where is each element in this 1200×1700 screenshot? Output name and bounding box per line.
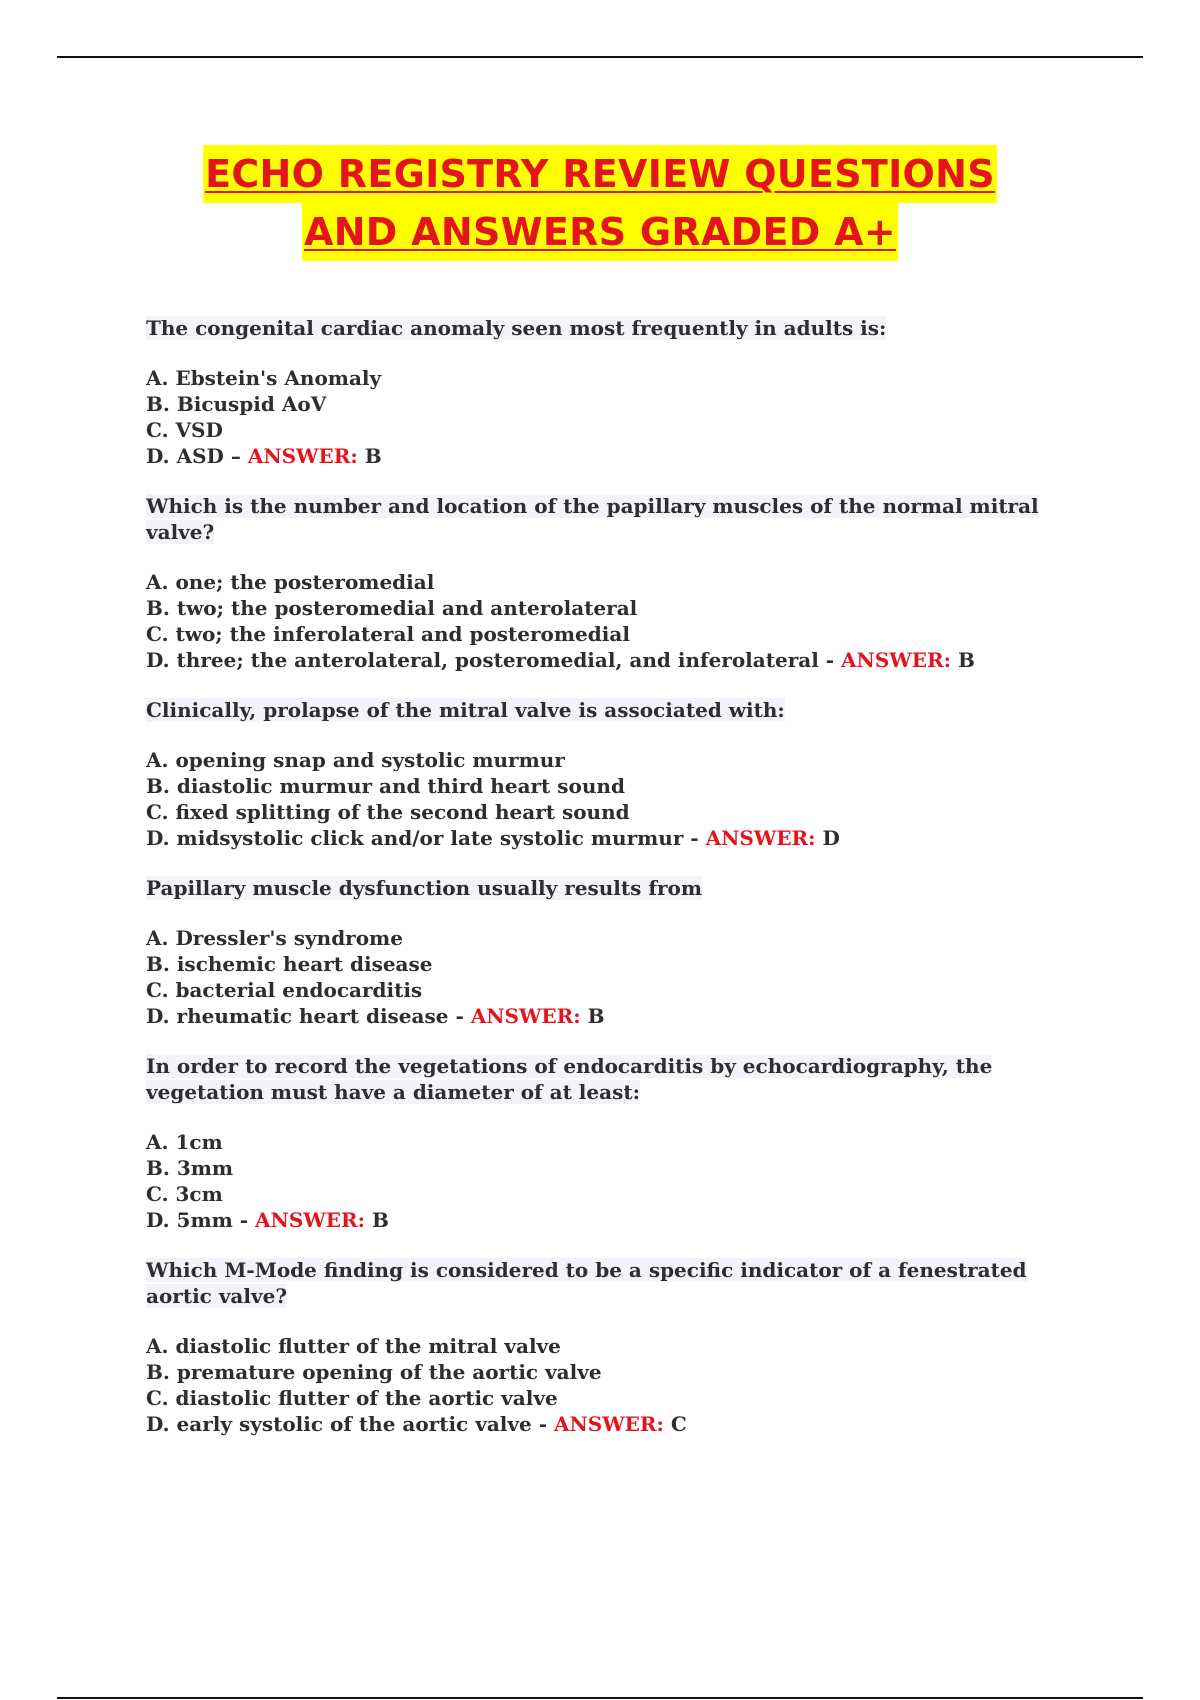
option-item — [146, 773, 1086, 799]
option-item — [146, 1385, 1086, 1411]
answer-value: C — [670, 1412, 687, 1436]
option-text: A. 1cm — [146, 1130, 223, 1154]
option-item — [146, 1333, 1086, 1359]
question-text — [146, 493, 1086, 545]
question-text-span: Papillary muscle dysfunction usually results from — [146, 876, 702, 900]
question-text — [146, 1053, 1086, 1105]
title-line-2: AND ANSWERS GRADED A+ — [302, 203, 898, 261]
option-item — [146, 391, 1086, 417]
option-item — [146, 443, 1086, 469]
option-text: A. opening snap and systolic murmur — [146, 748, 565, 772]
answer-label: ANSWER: — [255, 1208, 365, 1232]
answer-value: B — [364, 444, 382, 468]
option-text: B. diastolic murmur and third heart sound — [146, 774, 625, 798]
question-text — [146, 1257, 1086, 1309]
option-text: B. ischemic heart disease — [146, 952, 433, 976]
option-text: A. Dressler's syndrome — [146, 926, 403, 950]
option-item — [146, 977, 1086, 1003]
option-item — [146, 1155, 1086, 1181]
options-list — [146, 925, 1086, 1029]
option-text: D. early systolic of the aortic valve — [146, 1412, 532, 1436]
option-text: B. Bicuspid AoV — [146, 392, 327, 416]
answer-label: ANSWER: — [841, 648, 951, 672]
question-text-span: The congenital cardiac anomaly seen most frequently in adults is: — [146, 316, 887, 340]
option-item — [146, 747, 1086, 773]
answer-label: ANSWER: — [553, 1412, 664, 1436]
option-text: D. three; the anterolateral, posteromedial, and inferolateral — [146, 648, 819, 672]
answer-value: B — [371, 1208, 389, 1232]
option-item — [146, 925, 1086, 951]
options-list — [146, 365, 1086, 469]
question-list — [146, 315, 1086, 1461]
question-text — [146, 697, 1086, 723]
question-text-span: Which M-Mode finding is considered to be a specific indicator of a fenestrated aortic valve? — [146, 1258, 1027, 1308]
option-item — [146, 1207, 1086, 1233]
option-item — [146, 951, 1086, 977]
option-text: C. 3cm — [146, 1182, 223, 1206]
option-text: C. two; the inferolateral and posteromedial — [146, 622, 630, 646]
question-text-span: Clinically, prolapse of the mitral valve is associated with: — [146, 698, 785, 722]
answer-separator: - — [683, 826, 706, 850]
option-item — [146, 1411, 1086, 1437]
option-text: C. VSD — [146, 418, 223, 442]
option-item — [146, 365, 1086, 391]
option-text: D. ASD — [146, 444, 224, 468]
answer-label: ANSWER: — [247, 444, 358, 468]
options-list — [146, 1129, 1086, 1233]
top-rule — [57, 56, 1143, 58]
option-text: C. fixed splitting of the second heart sound — [146, 800, 630, 824]
option-item — [146, 569, 1086, 595]
option-text: D. 5mm — [146, 1208, 233, 1232]
answer-value: B — [957, 648, 975, 672]
title-line-1: ECHO REGISTRY REVIEW QUESTIONS — [203, 145, 997, 203]
question-text-span: In order to record the vegetations of endocarditis by echocardiography, the vegetation must have a diameter of at least: — [146, 1054, 993, 1104]
option-item — [146, 1003, 1086, 1029]
question-text — [146, 315, 1086, 341]
option-item — [146, 799, 1086, 825]
bottom-rule — [57, 1697, 1143, 1699]
option-item — [146, 825, 1086, 851]
answer-value: D — [822, 826, 840, 850]
answer-separator: - — [232, 1208, 256, 1232]
answer-separator: - — [818, 648, 842, 672]
option-text: C. bacterial endocarditis — [146, 978, 423, 1002]
answer-separator: – — [223, 444, 248, 468]
options-list — [146, 569, 1086, 673]
option-text: B. 3mm — [146, 1156, 234, 1180]
option-text: B. premature opening of the aortic valve — [146, 1360, 602, 1384]
option-item — [146, 595, 1086, 621]
answer-label: ANSWER: — [705, 826, 816, 850]
question-text-span: Which is the number and location of the papillary muscles of the normal mitral valve? — [146, 494, 1039, 544]
option-text: C. diastolic flutter of the aortic valve — [146, 1386, 558, 1410]
answer-value: B — [587, 1004, 605, 1028]
option-text: D. rheumatic heart disease — [146, 1004, 449, 1028]
option-item — [146, 417, 1086, 443]
option-text: A. Ebstein's Anomaly — [146, 366, 382, 390]
options-list — [146, 1333, 1086, 1437]
option-item — [146, 1359, 1086, 1385]
option-text: D. midsystolic click and/or late systolic murmur — [146, 826, 684, 850]
question-text — [146, 875, 1086, 901]
option-item — [146, 647, 1086, 673]
option-text: A. diastolic flutter of the mitral valve — [146, 1334, 561, 1358]
options-list — [146, 747, 1086, 851]
answer-label: ANSWER: — [470, 1004, 581, 1028]
option-item — [146, 621, 1086, 647]
document-title — [0, 145, 1200, 261]
option-text: B. two; the posteromedial and anterolateral — [146, 596, 638, 620]
option-item — [146, 1181, 1086, 1207]
option-item — [146, 1129, 1086, 1155]
option-text: A. one; the posteromedial — [146, 570, 435, 594]
answer-separator: - — [531, 1412, 554, 1436]
answer-separator: - — [448, 1004, 471, 1028]
